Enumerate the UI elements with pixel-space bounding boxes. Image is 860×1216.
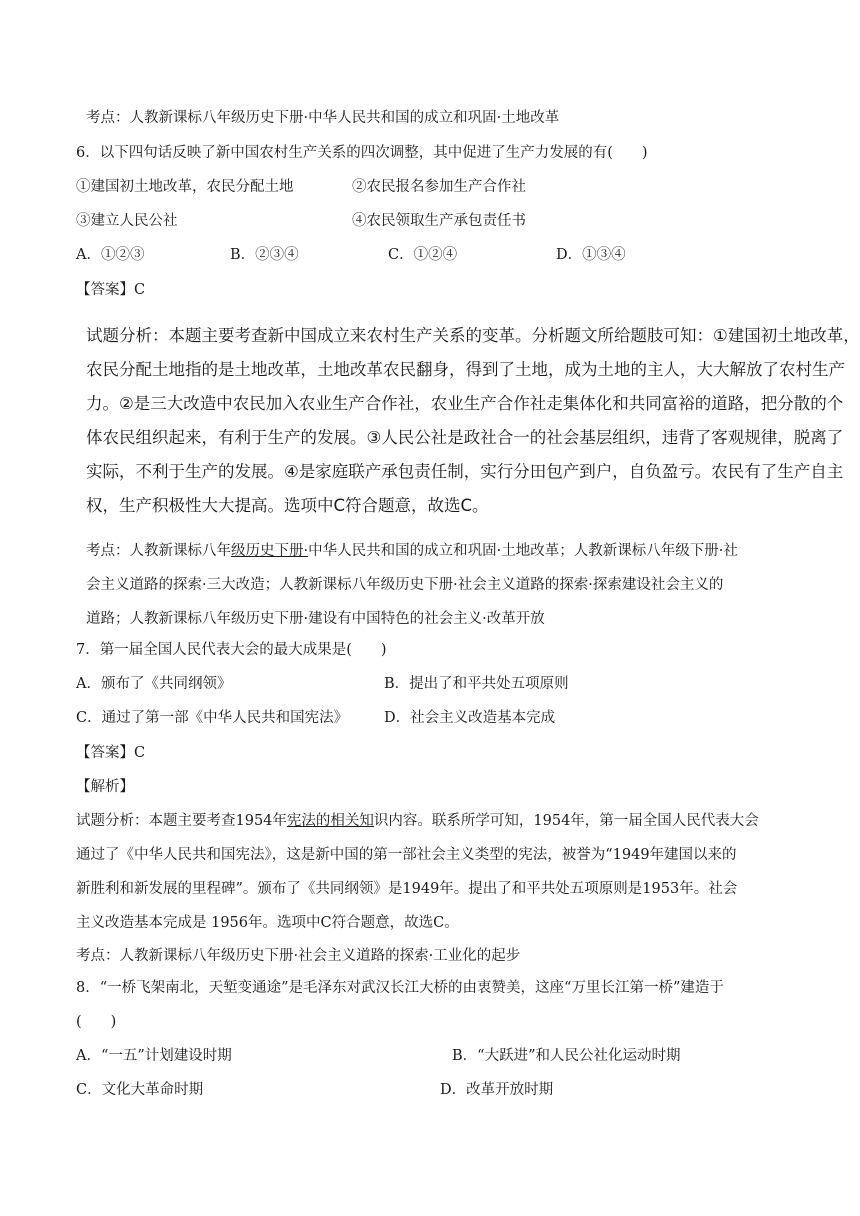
q8-option-a: A．“一五”计划建设时期 [76, 1048, 232, 1064]
q6-kaodian-line-2: 会主义道路的探索·三大改造；人教新课标八年级历史下册·社会主义道路的探索·探索建设社会主义的 [86, 577, 724, 593]
q7-analysis-line-2: 通过了《中华人民共和国宪法》，这是新中国的第一部社会主义类型的宪法，被誉为“1949年建国以来的 [76, 847, 737, 863]
q6-item-4: ④农民领取生产承包责任书 [352, 213, 526, 229]
q7-kaodian: 考点：人教新课标八年级历史下册·社会主义道路的探索·工业化的起步 [76, 948, 521, 964]
q6-option-c: C．①②④ [388, 247, 458, 263]
q7-answer: 【答案】C [76, 745, 146, 761]
q7-option-b: B．提出了和平共处五项原则 [384, 676, 569, 692]
q6-option-b: B．②③④ [230, 247, 299, 263]
q6-item-3: ③建立人民公社 [76, 213, 178, 229]
q6-analysis-line-3: 力。②是三大改造中农民加入农业生产合作社，农业生产合作社走集体化和共同富裕的道路，把分散的个 [86, 394, 844, 413]
q6-answer: 【答案】C [76, 282, 146, 298]
q6-option-d: D．①③④ [556, 247, 626, 263]
q5-kaodian: 考点：人教新课标八年级历史下册·中华人民共和国的成立和巩固·土地改革 [86, 110, 560, 126]
q6-kaodian-l1-underlined: 级历史下册· [231, 543, 309, 559]
q6-kaodian-line-1 [86, 541, 738, 561]
q7-analysis-l1-b: 识内容。联系所学可知，1954年，第一届全国人民代表大会 [373, 813, 759, 829]
q7-option-a: A．颁布了《共同纲领》 [76, 676, 232, 692]
q6-analysis-line-6: 权，生产积极性大大提高。选项中C符合题意，故选C。 [86, 496, 489, 515]
q6-analysis-line-2: 农民分配土地指的是土地改革，土地改革农民翻身，得到了土地，成为土地的主人，大大解放了农村生产 [86, 360, 845, 379]
q7-analysis-l1-underlined: 宪法的相关知 [286, 813, 374, 829]
q7-jiexi-heading: 【解析】 [76, 779, 134, 795]
q6-item-2: ②农民报名参加生产合作社 [352, 179, 526, 195]
q8-option-c: C．文化大革命时期 [76, 1082, 204, 1098]
q7-analysis-line-3: 新胜利和新发展的里程碑”。颁布了《共同纲领》是1949年。提出了和平共处五项原则是1953年。社会 [76, 881, 738, 897]
q7-stem: 7．第一届全国人民代表大会的最大成果是( ) [76, 642, 387, 658]
q6-analysis-line-5: 实际，不利于生产的发展。④是家庭联产承包责任制，实行分田包产到户，自负盈亏。农民有了生产自主 [86, 462, 844, 481]
q8-option-d: D．改革开放时期 [440, 1082, 554, 1098]
q6-stem: 6．以下四句话反映了新中国农村生产关系的四次调整，其中促进了生产力发展的有( ) [76, 145, 648, 161]
q6-item-1: ①建国初土地改革，农民分配土地 [76, 179, 294, 195]
q6-analysis-line-4: 体农民组织起来，有利于生产的发展。③人民公社是政社合一的社会基层组织，违背了客观规律，脱离了 [86, 428, 844, 447]
q8-stem-line-1: 8．“一桥飞架南北，天堑变通途”是毛泽东对武汉长江大桥的由衷赞美，这座“万里长江第一桥”建造于 [76, 980, 724, 996]
q8-option-b: B．“大跃进”和人民公社化运动时期 [452, 1048, 681, 1064]
q7-option-c: C．通过了第一部《中华人民共和国宪法》 [76, 710, 349, 726]
q6-kaodian-l1-a: 考点：人教新课标八年 [86, 543, 231, 559]
q7-analysis-l1-a: 试题分析：本题主要考查1954年 [76, 813, 287, 829]
q6-option-a: A．①②③ [76, 247, 145, 263]
q7-analysis-line-1 [76, 811, 759, 831]
q6-kaodian-line-3: 道路；人教新课标八年级历史下册·建设有中国特色的社会主义·改革开放 [86, 611, 545, 627]
q6-analysis-line-1: 试题分析：本题主要考查新中国成立来农村生产关系的变革。分析题文所给题肢可知：①建国初土地改革， [86, 326, 860, 345]
q6-kaodian-l1-b: 中华人民共和国的成立和巩固·土地改革；人教新课标八年级下册·社 [308, 543, 738, 559]
q8-stem-line-2: ( ) [76, 1014, 117, 1030]
q7-analysis-line-4: 主义改造基本完成是 1956年。选项中C符合题意，故选C。 [76, 915, 459, 931]
q7-option-d: D．社会主义改造基本完成 [384, 710, 556, 726]
